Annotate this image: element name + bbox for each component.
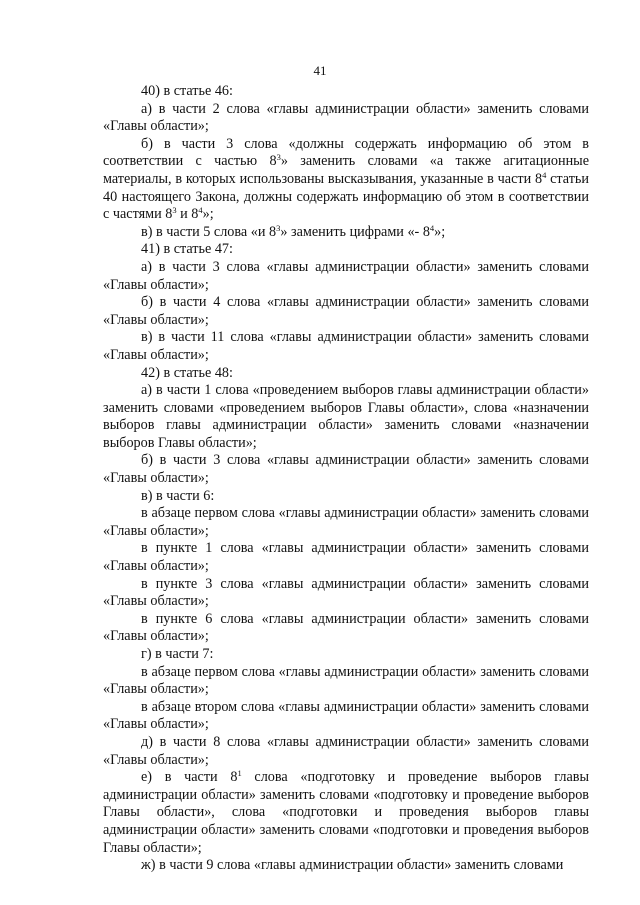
paragraph-text: а) в части 2 слова «главы администрации области» заменить словами «Главы области»;: [103, 100, 589, 135]
superscript: 4: [429, 222, 435, 233]
paragraph-text: » заменить цифрами «- 8: [280, 223, 430, 240]
paragraph-text: 41) в статье 47:: [141, 241, 233, 258]
paragraph: [103, 664, 589, 699]
paragraph-text: б) в части 4 слова «главы администрации области» заменить словами «Главы области»;: [103, 294, 589, 328]
paragraph: [103, 734, 589, 769]
paragraph-text: статьи 40 настоящего Закона, должны содержать информацию об этом в соответствии с частями 8: [103, 170, 589, 223]
paragraph-text: в абзаце втором слова «главы администрации области» заменить словами «Главы области»;: [103, 698, 589, 733]
paragraph-text: а) в части 3 слова «главы администрации области» заменить словами «Главы области»;: [103, 258, 589, 293]
paragraph-text: а) в части 1 слова «проведением выборов главы администрации области» заменить словами «проведением выборов Главы области», слова «назначении выборов главы администрации области» заменить словами «назначении выборов Главы области»;: [103, 382, 589, 451]
paragraph-text: и 8: [176, 206, 199, 223]
document-body: [103, 83, 589, 875]
paragraph: [103, 488, 589, 506]
paragraph-text: в абзаце первом слова «главы администрации области» заменить словами «Главы области»;: [103, 663, 589, 698]
paragraph: [103, 329, 589, 364]
paragraph-text: в) в части 5 слова «и 8: [141, 223, 277, 240]
paragraph: [103, 101, 589, 136]
paragraph-text: в) в части 11 слова «главы администрации области» заменить словами «Главы области»;: [103, 329, 589, 363]
paragraph: [103, 294, 589, 329]
paragraph-text: в) в части 6:: [141, 487, 215, 504]
paragraph-text: »;: [434, 223, 446, 240]
paragraph-text: б) в части 3 слова «главы администрации области» заменить словами «Главы области»;: [103, 452, 589, 487]
paragraph: [103, 365, 589, 383]
superscript: 3: [172, 205, 177, 216]
paragraph: [103, 224, 589, 242]
page-number: 41: [313, 63, 327, 78]
paragraph: [103, 505, 589, 540]
paragraph: [103, 136, 589, 224]
paragraph-text: 42) в статье 48:: [141, 364, 233, 381]
superscript: 4: [542, 169, 547, 180]
paragraph-text: » заменить словами «а также агитационные материалы, в которых использованы высказывания, указанные в части 8: [103, 153, 589, 187]
paragraph-text: в пункте 6 слова «главы администрации области» заменить словами «Главы области»;: [103, 610, 589, 645]
superscript: 3: [276, 222, 281, 233]
paragraph: [103, 646, 589, 664]
paragraph-text: в пункте 1 слова «главы администрации области» заменить словами «Главы области»;: [103, 540, 589, 575]
paragraph: [103, 83, 589, 101]
paragraph: [103, 769, 589, 857]
paragraph: [103, 452, 589, 487]
paragraph-text: г) в части 7:: [141, 646, 214, 662]
paragraph-text: д) в части 8 слова «главы администрации области» заменить словами «Главы области»;: [103, 733, 589, 768]
paragraph: [103, 241, 589, 259]
paragraph-text: 40) в статье 46:: [141, 83, 233, 99]
paragraph-text: »;: [202, 206, 214, 223]
paragraph: [103, 857, 589, 875]
paragraph: [103, 382, 589, 452]
superscript: 4: [198, 205, 203, 216]
superscript: 3: [276, 152, 281, 163]
paragraph-text: ж) в части 9 слова «главы администрации области» заменить словами: [141, 857, 564, 874]
paragraph-text: в абзаце первом слова «главы администрации области» заменить словами «Главы области»;: [103, 505, 589, 539]
paragraph: [103, 540, 589, 575]
paragraph: [103, 259, 589, 294]
paragraph: [103, 611, 589, 646]
paragraph: [103, 699, 589, 734]
paragraph-text: слова «подготовку и проведение выборов главы администрации области» заменить словами «подготовку и проведение выборов Главы области», слова «подготовки и проведения выборов главы администрации области» заменить словами «подготовки и проведения выборов Главы области»;: [103, 769, 589, 856]
paragraph-text: е) в части 8: [141, 769, 238, 786]
paragraph: [103, 576, 589, 611]
superscript: 1: [237, 768, 242, 779]
paragraph-text: б) в части 3 слова «должны содержать информацию об этом в соответствии с частью 8: [103, 135, 589, 170]
paragraph-text: в пункте 3 слова «главы администрации области» заменить словами «Главы области»;: [103, 575, 589, 610]
